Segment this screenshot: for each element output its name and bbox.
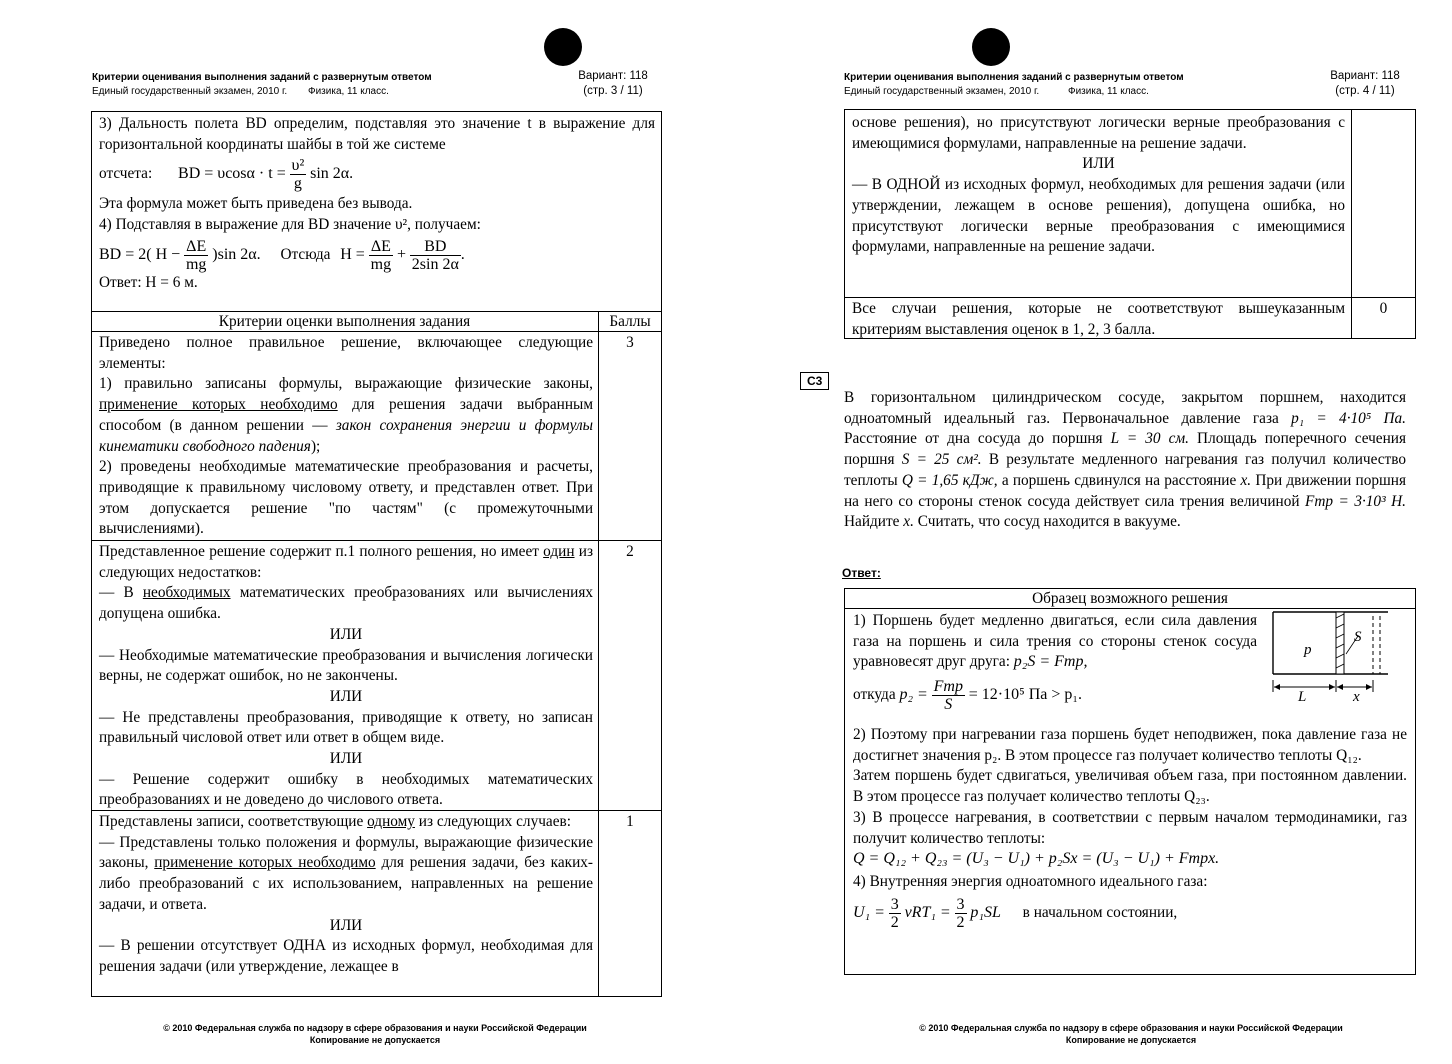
label-L: L [1298,689,1307,704]
variant-label: Вариант: 118 [578,70,648,82]
task-value: x. [903,513,914,531]
task-value: S = 25 см². [901,451,982,469]
formula-h1-tail: )sin 2α. [212,245,261,263]
text-part: из следующих недостатков: [99,543,593,581]
page-right [726,0,1452,1064]
criteria-row-1 [99,812,593,978]
fraction-numerator: ΔE [369,238,393,256]
underlined-text: необходимых [142,584,231,602]
variant-label: Вариант: 118 [1330,70,1400,82]
criteria-cont-cell [852,113,1345,258]
task-value: L = 30 см. [1110,430,1189,448]
header-title: Критерии оценивания выполнения заданий с развернутым ответом [92,72,432,83]
formula-inline: U₁ = [853,903,885,921]
header-exam: Единый государственный экзамен, 2010 г. [844,86,1040,97]
formula-q: Q = Q₁₂ + Q₂₃ = (U₃ − U₁) + p₂Sx = (U₃ − U₁) + Fтрx. [853,850,1220,868]
page-number: (стр. 3 / 11) [583,85,643,97]
piston-diagram [1270,608,1394,704]
or-separator: ИЛИ [329,916,363,934]
text-part: — Представлены только положения и формулы, выражающие физические законы, [99,833,593,872]
or-separator: ИЛИ [329,625,363,643]
divider [844,297,1416,298]
criteria-text: основе решения), но присутствуют логически верные преобразования с имеющимися формулами, направленные на решение задачи. [852,114,1345,152]
text-part: из следующих случаев: [418,813,571,830]
fraction-numerator: Fтр [933,678,963,695]
criteria-text: Приведено полное правильное решение, включающее следующие элементы: [99,334,593,372]
solution-steps [853,725,1407,931]
text-part: В горизонтальном цилиндрическом сосуде, закрытом поршнем, находится одноатомный идеальный газ. Первоначальное давление газа [844,389,1406,427]
formula-h2-fraction-2 [410,238,461,273]
footer-notice: Копирование не допускается [309,1035,441,1045]
header-title: Критерии оценивания выполнения заданий с развернутым ответом [844,72,1184,83]
formula-h2-fraction-1 [369,238,393,273]
solution-step4: 4) Внутренняя энергия одноатомного идеального газа: [853,872,1208,890]
step3-text: 3) Дальность полета BD определим, подставляя это значение t в выражение для горизонтальной координаты шайбы в той же системе [99,115,655,153]
formula-h1: BD = 2( H − [99,245,181,263]
header-exam: Единый государственный экзамен, 2010 г. [92,86,288,97]
underlined-text: применение которых необходимо [99,396,338,414]
punch-hole [972,28,1010,66]
formula-inline: p₂S = Fтр, [1013,653,1088,671]
formula-h1-fraction [184,238,208,273]
underlined-text: одному [367,813,415,830]
criteria-text: — В ОДНОЙ из исходных формул, необходимых для решения задачи (или утверждении, лежащем в основе решения), допущена ошибка, но присутствуют логически верные преобразования с имеющимися формулами, направленные на решение задачи. [852,176,1345,256]
formula-bd-line [99,157,655,192]
or-separator: ИЛИ [329,750,363,768]
hence-word: Отсюда [280,245,331,263]
formula-inline: νRT₁ = [904,903,951,921]
formula-plus: + [396,245,406,263]
formula-inline: p₂ = [899,686,928,704]
text-part: в начальном состоянии, [1022,903,1178,921]
or-separator: ИЛИ [1082,155,1115,173]
italic-text: закон сохранения энергии и формулы кинематики свободного падения [99,416,593,455]
label-S: S [1354,629,1362,645]
criteria-text [99,833,593,916]
vessel-outline [1273,612,1388,674]
fraction-numerator: ΔE [184,238,208,256]
points-2: 2 [626,543,634,560]
underlined-text: применение которых необходимо [154,854,376,872]
solution-step2: 2) Поэтому при нагревании газа поршень будет неподвижен, пока давление газа не достигнет значения p₂. В этом процессе газ получает количество теплоты Q₁₂. [853,726,1407,764]
solution-step1 [853,611,1257,673]
text-part: для решения задачи выбранным способом (в данном решении — [99,396,594,434]
divider [91,540,662,541]
criteria-text: — Не представлены преобразования, приводящие к ответу, но записан правильный числовой ответ или ответ в общем виде. [99,708,593,747]
solution-step1-result [853,678,1273,713]
formula-h2: H = [340,245,365,263]
criteria-text: — В решении отсутствует ОДНА из исходных формул, необходимая для решения задачи (или утверждение, лежащее в [99,937,593,975]
underlined-text: один [543,543,575,560]
page-header [92,71,432,99]
criteria-text [99,374,593,457]
text-part: откуда [853,686,896,704]
solution-title: Образец возможного решения [1032,590,1228,607]
task-value: p₁ = 4·10⁵ Па. [1291,409,1406,427]
punch-hole [544,28,582,66]
footer-copyright: © 2010 Федеральная служба по надзору в сфере образования и науки Российской Федерации [163,1023,587,1033]
formula-h-line: BD = 2( H − $\frac{\Delta E}{mg}$ )sin 2α. Отсюда H = $\frac{\Delta E}{mg}$ + $\frac{BD}{2\sin 2\alpha}$ . [99,237,465,273]
fraction-denominator: 2 [890,913,899,931]
text-part: Найдите [844,513,900,531]
text-part: ); [310,437,321,455]
criteria-text [99,812,593,833]
formula-fraction [889,896,901,931]
solution-cell [99,114,655,294]
solution-step3: 3) В процессе нагревания, в соответствии с первым началом термодинамики, газ получит количество теплоты: [853,808,1407,847]
task-value: x. [1240,471,1252,489]
variant-block [568,69,658,99]
text-part: для решения задачи, без каких-либо преобразований с их использованием, направленных на решение задачи, и ответа. [99,854,594,913]
footer-notice: Копирование не допускается [1065,1035,1197,1045]
criteria-text: 2) проведены необходимые математические преобразования и расчеты, приводящие к правильному числовому ответу, и представлен ответ. При этом допускается решение "по частям" (с промежуточными вычислениями). [99,458,593,538]
text-part: — В [99,584,134,602]
criteria-header: Критерии оценки выполнения задания [218,313,471,330]
header-subject: Физика, 11 класс. [1067,86,1149,97]
label-x: x [1353,689,1360,704]
fraction-denominator: 2sin 2α [411,255,459,273]
formula-fraction [955,896,967,931]
text-part: Представлены записи, соответствующие [99,813,364,830]
solution-step2b: Затем поршень будет сдвигаться, увеличивая объем газа, при постоянном давлении. В этом процессе газ получает количество теплоты Q₂₃. [853,767,1407,806]
step3-ref: отсчета: [99,165,153,183]
fraction-denominator: g [293,175,302,193]
text-part: 1) Поршень будет медленно двигаться, если сила давления газа на поршень и сила трения со стороны стенок сосуда уравновесят друг друга: [853,612,1257,671]
text-part: В результате медленного нагревания газ получил количество теплоты [844,451,1407,489]
fraction-numerator: 3 [956,895,965,913]
points-1: 1 [626,813,634,830]
fraction-denominator: S [944,696,953,713]
criteria-text [99,583,593,624]
fraction-denominator: 2 [956,913,965,931]
page-footer [120,1022,630,1046]
page-number: (стр. 4 / 11) [1335,85,1395,97]
fraction-numerator: υ² [291,157,305,175]
text-part: 1) правильно записаны формулы, выражающие физические законы, [99,375,593,393]
criteria-row-0: Все случаи решения, которые не соответствуют вышеуказанным критериям выставления оценок в 1, 2, 3 балла. [852,300,1345,338]
points-0: 0 [1379,300,1388,317]
fraction-numerator: 3 [890,895,899,913]
variant-block [1320,69,1410,99]
step4-text: 4) Подставляя в выражение для BD значение υ², получаем: [99,216,481,234]
text-part: Представленное решение содержит п.1 полного решения, но имеет [99,543,539,560]
points-header: Баллы [609,313,651,330]
page-footer [876,1022,1386,1046]
label-p: p [1304,642,1312,658]
formula-bd-tail: sin 2α. [310,165,354,183]
footer-copyright: © 2010 Федеральная служба по надзору в сфере образования и науки Российской Федерации [919,1023,1343,1033]
formula-bd: BD = υcosα · t = [178,165,286,183]
answer-label: Ответ: [842,566,881,580]
task-label: С3 [800,372,829,390]
column-divider [598,311,599,997]
text-part: а поршень сдвинулся на расстояние [1001,471,1237,489]
fraction-numerator: BD [410,238,461,256]
task-value: Fтр = 3·10³ Н. [1305,492,1406,510]
or-separator: ИЛИ [329,687,363,705]
text-part: Расстояние от дна сосуда до поршня [844,430,1103,448]
text-part: При движении поршня на него со стороны стенок сосуда действует сила трения величиной [844,471,1406,510]
criteria-text: — Решение содержит ошибку в необходимых математических преобразованиях и не доведено до числового ответа. [99,770,593,809]
formula-fraction [932,678,965,713]
task-text [844,388,1406,533]
formula-bd-fraction [290,157,307,192]
answer-text: Ответ: H = 6 м. [99,273,198,291]
formula-inline: p₁SL [970,903,1001,921]
criteria-row-3 [99,333,593,540]
page-header [844,71,1184,99]
fraction-denominator: mg [185,255,207,273]
points-3: 3 [626,334,634,351]
text-part: Считать, что сосуд находится в вакууме. [917,513,1181,531]
formula-inline: = 12·10⁵ Па > p₁. [968,686,1082,704]
criteria-row-2 [99,542,593,811]
fraction-denominator: mg [370,255,392,273]
task-value: Q = 1,65 кДж, [901,471,998,489]
formula-u1-line [853,896,1407,931]
text-part: математических преобразованиях или вычислениях допущена ошибка. [99,584,594,623]
header-subject: Физика, 11 класс. [307,86,389,97]
no-derivation-note: Эта формула может быть приведена без вывода. [99,195,413,213]
criteria-text: — Необходимые математические преобразования и вычисления логически верны, не содержат ошибок, но не закончены. [99,646,593,685]
text-part: Площадь поперечного сечения поршня [844,430,1406,469]
criteria-text [99,542,593,583]
